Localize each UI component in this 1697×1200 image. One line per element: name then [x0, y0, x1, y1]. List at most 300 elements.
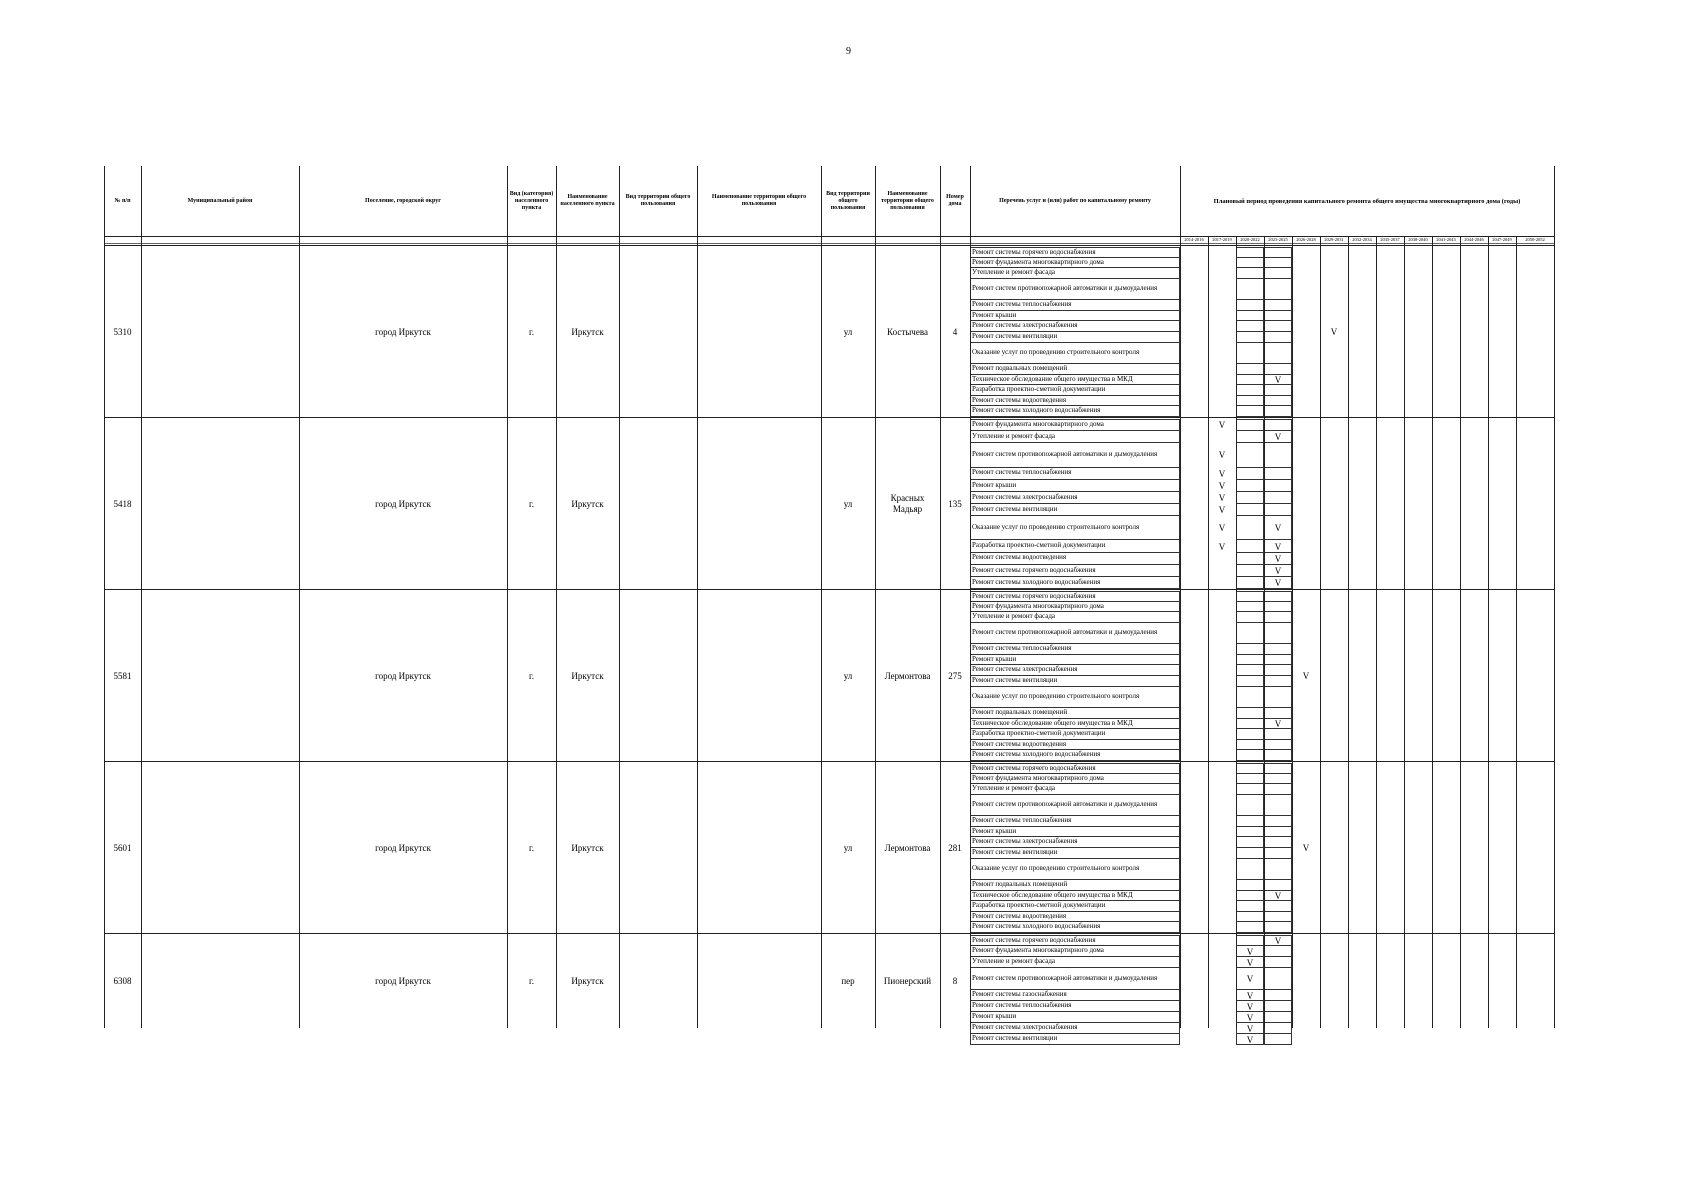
work-year-cell	[1264, 468, 1292, 480]
work-year-cell	[1236, 901, 1264, 912]
work-item	[970, 1034, 1180, 1045]
work-year-cell	[1236, 891, 1264, 902]
work-year-cell	[1236, 729, 1264, 740]
year-line-4	[1292, 236, 1293, 1028]
work-year-cell	[1236, 553, 1264, 565]
work-item	[970, 385, 1180, 396]
work-item	[970, 990, 1180, 1001]
work-year-cell	[1264, 901, 1292, 912]
column-line-0	[104, 166, 105, 1028]
work-item	[970, 827, 1180, 838]
check-mark: V	[1218, 450, 1226, 461]
work-year-cell	[1264, 591, 1292, 602]
work-year-cell	[1236, 750, 1264, 761]
year-line-10	[1460, 236, 1461, 1028]
work-year-cell	[1236, 492, 1264, 504]
work-year-cell	[1236, 300, 1264, 311]
street-name: Костычева	[887, 326, 928, 337]
work-item-label: Разработка проектно-сметной документации	[972, 729, 1106, 738]
work-item	[970, 687, 1180, 708]
work-year-cell	[1264, 816, 1292, 827]
work-item	[970, 279, 1180, 300]
work-year-cell	[1236, 655, 1264, 666]
work-year-cell	[1236, 577, 1264, 589]
table-row	[104, 934, 1554, 1045]
work-item	[970, 468, 1180, 480]
work-item-label: Утепление и ремонт фасада	[972, 431, 1056, 440]
work-year-cell	[1236, 774, 1264, 785]
work-item	[970, 553, 1180, 565]
work-year-cell	[1236, 385, 1264, 396]
work-item	[970, 431, 1180, 443]
work-item-label: Ремонт системы вентиляции	[972, 848, 1058, 857]
work-year-cell	[1264, 480, 1292, 492]
year-line-9	[1432, 236, 1433, 1028]
work-item-label: Ремонт фундамента многоквартирного дома	[972, 257, 1104, 266]
work-item	[970, 300, 1180, 311]
check-mark: V	[1218, 505, 1226, 516]
column-line-5	[619, 166, 620, 1028]
work-year-cell	[1264, 406, 1292, 417]
capital-repair-table	[104, 166, 1554, 1045]
work-year-cell	[1236, 740, 1264, 751]
work-item-label: Ремонт систем противопожарной автоматики и дымоудаления	[972, 450, 1158, 459]
work-item-label: Ремонт системы холодного водоснабжения	[972, 577, 1101, 586]
work-item	[970, 935, 1180, 946]
check-mark: V	[1330, 327, 1338, 337]
year-2032-2034: 2032-2034	[1352, 237, 1372, 242]
work-item-label: Ремонт системы электроснабжения	[972, 321, 1078, 330]
locality-name: Иркутск	[571, 670, 604, 681]
work-item-label: Ремонт крыши	[972, 654, 1017, 663]
work-year-cell	[1236, 912, 1264, 923]
work-year-cell	[1236, 848, 1264, 859]
year-2026-2028: 2026-2028	[1296, 237, 1316, 242]
work-item	[970, 321, 1180, 332]
work-year-cell	[1264, 837, 1292, 848]
work-year-cell	[1264, 729, 1292, 740]
year-line-6	[1348, 236, 1349, 1028]
work-item	[970, 565, 1180, 577]
work-year-cell	[1264, 655, 1292, 666]
work-year-cell	[1236, 258, 1264, 269]
work-item-label: Ремонт системы электроснабжения	[972, 665, 1078, 674]
work-year-cell	[1264, 687, 1292, 708]
year-line-13	[1554, 236, 1555, 1028]
work-item	[970, 1001, 1180, 1012]
column-line-6	[697, 166, 698, 1028]
work-year-cell	[1236, 644, 1264, 655]
record-number: 5601	[113, 842, 132, 853]
work-year-cell	[1264, 784, 1292, 795]
work-year-cell	[1264, 763, 1292, 774]
work-year-cell	[1264, 880, 1292, 891]
work-year-cell	[1264, 396, 1292, 407]
check-mark: V	[1246, 946, 1254, 957]
work-item	[970, 644, 1180, 655]
record-number: 5418	[113, 498, 132, 509]
work-item	[970, 1023, 1180, 1034]
work-item-label: Ремонт подвальных помещений	[972, 879, 1068, 888]
work-year-cell	[1264, 443, 1292, 467]
work-year-cell	[1264, 1012, 1292, 1023]
work-year-cell	[1264, 848, 1292, 859]
work-item	[970, 880, 1180, 891]
house-number: 135	[948, 498, 962, 509]
work-item	[970, 901, 1180, 912]
work-item-label: Ремонт крыши	[972, 310, 1017, 319]
work-year-cell	[1236, 784, 1264, 795]
work-year-cell	[1236, 623, 1264, 644]
work-year-cell	[1264, 258, 1292, 269]
work-item	[970, 859, 1180, 880]
work-item-label: Ремонт системы горячего водоснабжения	[972, 565, 1096, 574]
check-mark: V	[1302, 843, 1310, 853]
column-line-1	[141, 166, 142, 1028]
work-item-label: Ремонт системы теплоснабжения	[972, 644, 1072, 653]
work-item-label: Оказание услуг по проведению строительного контроля	[972, 523, 1140, 532]
header-years: Плановый период проведения капитального ремонта общего имущества многоквартирного дома (годы)	[1213, 197, 1521, 205]
work-item-label: Ремонт крыши	[972, 480, 1017, 489]
work-item	[970, 480, 1180, 492]
work-item	[970, 968, 1180, 990]
work-year-cell	[1236, 859, 1264, 880]
locality-name: Иркутск	[571, 842, 604, 853]
work-year-cell	[1236, 311, 1264, 322]
work-year-cell	[1236, 480, 1264, 492]
check-mark: V	[1274, 935, 1282, 946]
work-year-cell	[1236, 827, 1264, 838]
settlement-name: город Иркутск	[375, 670, 431, 681]
record-number: 6308	[113, 975, 132, 986]
work-year-cell	[1236, 687, 1264, 708]
work-year-cell	[1264, 623, 1292, 644]
work-year-cell	[1264, 492, 1292, 504]
work-item-label: Ремонт системы водоотведения	[972, 553, 1067, 562]
work-item-label: Ремонт фундамента многоквартирного дома	[972, 773, 1104, 782]
check-mark: V	[1218, 420, 1226, 431]
work-item	[970, 912, 1180, 923]
header-settlement: Поселение, городской округ	[365, 197, 441, 204]
work-year-cell	[1236, 676, 1264, 687]
work-item	[970, 602, 1180, 613]
column-line-10	[970, 166, 971, 1028]
year-line-5	[1320, 236, 1321, 1028]
street-name: Красных Мадьяр	[890, 493, 925, 514]
work-year-cell	[1264, 1034, 1292, 1045]
house-number: 8	[952, 975, 958, 986]
street-name: Лермонтова	[884, 842, 931, 853]
header-terr-kind: Вид территории общего пользования	[625, 194, 691, 207]
check-mark: V	[1218, 523, 1226, 534]
work-item-label: Ремонт системы электроснабжения	[972, 492, 1078, 501]
street-kind: ул	[843, 842, 853, 853]
work-item-label: Ремонт системы горячего водоснабжения	[972, 591, 1096, 600]
work-item	[970, 676, 1180, 687]
header-kind: Вид (категория) населенного пункта	[509, 190, 554, 211]
year-2035-2037: 2035-2037	[1380, 237, 1400, 242]
work-item	[970, 375, 1180, 386]
work-item	[970, 729, 1180, 740]
work-item	[970, 816, 1180, 827]
column-line-4	[556, 166, 557, 1028]
work-year-cell	[1236, 504, 1264, 516]
locality-name: Иркутск	[571, 975, 604, 986]
work-item	[970, 774, 1180, 785]
work-year-cell	[1264, 311, 1292, 322]
year-2041-2043: 2041-2043	[1436, 237, 1456, 242]
header-terr-name: Наименование территории общего пользования	[711, 194, 807, 207]
work-year-cell	[1264, 676, 1292, 687]
year-2029-2031: 2029-2031	[1324, 237, 1344, 242]
work-item-label: Ремонт системы горячего водоснабжения	[972, 935, 1096, 944]
work-item	[970, 364, 1180, 375]
work-year-cell	[1264, 321, 1292, 332]
locality-kind: г.	[529, 842, 534, 853]
year-line-8	[1404, 236, 1405, 1028]
table-row	[104, 590, 1554, 762]
work-item-label: Ремонт системы электроснабжения	[972, 837, 1078, 846]
work-item-label: Ремонт систем противопожарной автоматики и дымоудаления	[972, 800, 1158, 809]
work-year-cell	[1264, 504, 1292, 516]
check-mark: V	[1274, 718, 1282, 729]
house-number: 275	[948, 670, 962, 681]
work-year-cell	[1236, 763, 1264, 774]
work-year-cell	[1236, 279, 1264, 300]
work-year-cell	[1236, 922, 1264, 933]
work-item-label: Разработка проектно-сметной документации	[972, 541, 1106, 550]
house-number: 4	[952, 326, 958, 337]
work-year-cell	[1264, 419, 1292, 431]
work-item-label: Ремонт системы теплоснабжения	[972, 1001, 1072, 1010]
work-item-label: Ремонт системы вентиляции	[972, 676, 1058, 685]
header-house: Номер дома	[946, 194, 964, 207]
work-year-cell	[1264, 364, 1292, 375]
work-item-label: Ремонт системы газоснабжения	[972, 990, 1067, 999]
settlement-name: город Иркутск	[375, 498, 431, 509]
year-line-0	[1180, 166, 1181, 1028]
locality-kind: г.	[529, 670, 534, 681]
work-item-label: Ремонт системы водоотведения	[972, 395, 1067, 404]
check-mark: V	[1302, 671, 1310, 681]
work-item	[970, 343, 1180, 364]
work-year-cell	[1264, 774, 1292, 785]
work-year-cell	[1264, 1001, 1292, 1012]
work-item-label: Разработка проектно-сметной документации	[972, 901, 1106, 910]
locality-kind: г.	[529, 326, 534, 337]
check-mark: V	[1274, 374, 1282, 385]
work-year-cell	[1264, 332, 1292, 343]
work-item-label: Утепление и ремонт фасада	[972, 784, 1056, 793]
work-year-cell	[1264, 750, 1292, 761]
work-item-label: Ремонт крыши	[972, 826, 1017, 835]
work-year-cell	[1264, 385, 1292, 396]
work-item-label: Ремонт системы холодного водоснабжения	[972, 922, 1101, 931]
check-mark: V	[1246, 1034, 1254, 1045]
locality-kind: г.	[529, 975, 534, 986]
work-year-cell	[1236, 332, 1264, 343]
work-year-cell	[1264, 912, 1292, 923]
work-year-cell	[1236, 419, 1264, 431]
work-year-cell	[1236, 431, 1264, 443]
work-year-cell	[1264, 968, 1292, 990]
record-number: 5310	[113, 326, 132, 337]
work-year-cell	[1236, 343, 1264, 364]
house-number: 281	[948, 842, 962, 853]
work-item	[970, 591, 1180, 602]
year-2020-2022: 2020-2022	[1240, 237, 1260, 242]
work-year-cell	[1236, 375, 1264, 386]
work-year-cell	[1264, 990, 1292, 1001]
work-year-cell	[1236, 364, 1264, 375]
work-item	[970, 655, 1180, 666]
year-line-1	[1208, 236, 1209, 1028]
check-mark: V	[1246, 1012, 1254, 1023]
header-district: Муниципальный район	[187, 197, 253, 204]
work-item-label: Ремонт системы горячего водоснабжения	[972, 247, 1096, 256]
year-2050-2052: 2050-2052	[1525, 237, 1545, 242]
work-year-cell	[1236, 591, 1264, 602]
work-year-cell	[1236, 540, 1264, 552]
work-year-cell	[1264, 247, 1292, 258]
work-item	[970, 311, 1180, 322]
work-year-cell	[1236, 935, 1264, 946]
work-item	[970, 258, 1180, 269]
work-year-cell	[1236, 516, 1264, 540]
work-item-label: Оказание услуг по проведению строительного контроля	[972, 692, 1140, 700]
street-name: Пионерский	[883, 975, 932, 986]
work-year-cell	[1264, 827, 1292, 838]
check-mark: V	[1246, 1001, 1254, 1012]
header-locality: Наименование населенного пункта	[560, 194, 615, 207]
check-mark: V	[1274, 541, 1282, 552]
work-item-label: Ремонт системы вентиляции	[972, 504, 1058, 513]
work-item	[970, 406, 1180, 417]
check-mark: V	[1274, 565, 1282, 576]
work-year-cell	[1264, 602, 1292, 613]
work-item-label: Ремонт систем противопожарной автоматики и дымоудаления	[972, 628, 1158, 637]
work-year-cell	[1264, 740, 1292, 751]
check-mark: V	[1246, 957, 1254, 968]
work-item	[970, 719, 1180, 730]
work-item-label: Ремонт системы горячего водоснабжения	[972, 763, 1096, 772]
work-item-label: Ремонт системы теплоснабжения	[972, 816, 1072, 825]
work-year-cell	[1264, 1023, 1292, 1034]
year-line-3	[1264, 236, 1265, 1028]
street-kind: пер	[841, 975, 855, 986]
work-item-label: Ремонт фундамента многоквартирного дома	[972, 601, 1104, 610]
work-item-label: Техническое обследование общего имущества в МКД	[972, 890, 1133, 899]
year-line-2	[1236, 236, 1237, 1028]
work-item	[970, 443, 1180, 467]
work-item-label: Ремонт системы вентиляции	[972, 1034, 1058, 1043]
work-item-label: Ремонт фундамента многоквартирного дома	[972, 946, 1104, 955]
work-year-cell	[1264, 946, 1292, 957]
work-item	[970, 891, 1180, 902]
year-line-11	[1488, 236, 1489, 1028]
check-mark: V	[1274, 577, 1282, 588]
settlement-name: город Иркутск	[375, 842, 431, 853]
work-item-label: Утепление и ремонт фасада	[972, 612, 1056, 621]
year-2044-2046: 2044-2046	[1464, 237, 1484, 242]
work-item	[970, 740, 1180, 751]
work-item-label: Техническое обследование общего имущества в МКД	[972, 374, 1133, 383]
work-item-label: Ремонт системы холодного водоснабжения	[972, 406, 1101, 415]
check-mark: V	[1218, 468, 1226, 479]
work-item-label: Техническое обследование общего имущества в МКД	[972, 718, 1133, 727]
work-item	[970, 750, 1180, 761]
work-item	[970, 784, 1180, 795]
work-year-cell	[1236, 665, 1264, 676]
column-line-7	[821, 166, 822, 1028]
work-item-label: Ремонт системы вентиляции	[972, 332, 1058, 341]
page-number: 9	[846, 46, 851, 57]
work-item	[970, 946, 1180, 957]
work-item	[970, 247, 1180, 258]
column-line-9	[940, 166, 941, 1028]
locality-kind: г.	[529, 498, 534, 509]
work-item	[970, 957, 1180, 968]
work-year-cell	[1264, 343, 1292, 364]
check-mark: V	[1246, 1023, 1254, 1034]
column-line-8	[875, 166, 876, 1028]
work-year-cell	[1236, 396, 1264, 407]
work-year-cell	[1236, 602, 1264, 613]
street-name: Лермонтова	[884, 670, 931, 681]
work-item	[970, 540, 1180, 552]
header-street: Наименование территории общего пользования	[881, 190, 934, 211]
work-item	[970, 848, 1180, 859]
work-year-cell	[1264, 612, 1292, 623]
table-row	[104, 418, 1554, 590]
work-item	[970, 763, 1180, 774]
work-item	[970, 623, 1180, 644]
check-mark: V	[1218, 492, 1226, 503]
work-year-cell	[1264, 922, 1292, 933]
street-kind: ул	[843, 326, 853, 337]
record-number: 5581	[113, 670, 132, 681]
work-year-cell	[1264, 279, 1292, 300]
work-item	[970, 708, 1180, 719]
work-year-cell	[1236, 247, 1264, 258]
work-item-label: Ремонт подвальных помещений	[972, 363, 1068, 372]
work-item-label: Ремонт систем противопожарной автоматики и дымоудаления	[972, 284, 1158, 293]
year-2014-2016: 2014-2016	[1184, 237, 1204, 242]
locality-name: Иркутск	[571, 498, 604, 509]
locality-name: Иркутск	[571, 326, 604, 337]
work-item-label: Оказание услуг по проведению строительного контроля	[972, 864, 1140, 872]
street-kind: ул	[843, 670, 853, 681]
work-item-label: Ремонт системы водоотведения	[972, 739, 1067, 748]
table-row	[104, 246, 1554, 418]
work-year-cell	[1264, 957, 1292, 968]
work-year-cell	[1264, 300, 1292, 311]
work-year-cell	[1236, 708, 1264, 719]
work-item	[970, 492, 1180, 504]
header-street-kind: Вид территории общего пользования	[826, 190, 870, 211]
work-item	[970, 504, 1180, 516]
year-line-12	[1516, 236, 1517, 1028]
work-item	[970, 665, 1180, 676]
work-year-cell	[1236, 468, 1264, 480]
work-item	[970, 922, 1180, 933]
column-line-3	[507, 166, 508, 1028]
work-item-label: Ремонт систем противопожарной автоматики и дымоудаления	[972, 973, 1158, 982]
work-item-label: Разработка проектно-сметной документации	[972, 385, 1106, 394]
work-year-cell	[1236, 565, 1264, 577]
header-works: Перечень услуг и (или) работ по капитальному ремонту	[999, 197, 1151, 204]
year-2017-2019: 2017-2019	[1212, 237, 1232, 242]
